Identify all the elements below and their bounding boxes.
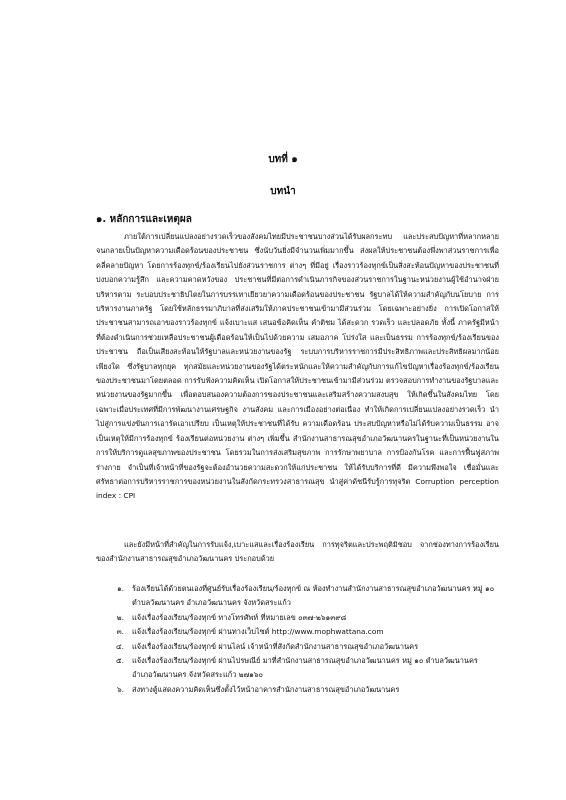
list-item xyxy=(96,582,499,611)
list-item-text: ร้องเรียนได้ด้วยตนเองที่ศูนย์รับเรื่องร้องเรียน/ร้องทุกข์ ณ ห้องทำงานสำนักงานสาธารณสุขอำเภอวัฒนานคร หมู่ ๑๐ ตำบลวัฒนานคร อำเภอวัฒนานคร จังหวัดสระแก้ว xyxy=(132,584,495,608)
chapter-number: บทที่ ๑ xyxy=(268,154,298,165)
complaint-channel-list xyxy=(96,582,499,697)
list-item-number: ๖. xyxy=(116,684,124,694)
chapter-title: บทนำ xyxy=(270,186,296,197)
list-item-text: แจ้งเรื่องร้องเรียน/ร้องทุกข์ ผ่านทางเว็บไซต์ http://www.mophwattana.com xyxy=(132,627,384,637)
list-item-text: แจ้งเรื่องร้องเรียน/ร้องทุกข์ ผ่านไลน์ เจ้าหน้าที่สังกัดสำนักงานสาธารณสุขอำเภอวัฒนานคร xyxy=(132,641,419,651)
body-paragraph-1: ภายใต้การเปลี่ยนแปลงอย่างรวดเร็วของสังคมไทยมีประชาชนบางส่วนได้รับผลกระทบ และประสบปัญหาที่หลากหลาย จนกลายเป็นปัญหาความเดือดร้อนของประชาชน ซึ่งนับวันยิ่งมีจำนวนเพิ่มมากขึ้น ส่งผลให้ประชาชนต้องพึ่งพาส่วนราชการเพื่อคลี่คลายปัญหา โดยการร้องทุกข์/ร้องเรียนไปยังส่วนราชการ ต่างๆ ที่มีอยู่ เรื่องราวร้องทุกข์เป็นสิ่งสะท้อนปัญหาของประชาชนที่บ่งบอกความรู้สึก และความคาดหวังของ ประชาชนที่มีต่อการดำเนินภารกิจของส่วนราชการในฐานะหน่วยงานผู้ใช้อำนาจฝ่ายบริหารตาม ระบอบประชาธิปไตยในการบรรเทาเยียวยาความเดือดร้อนของประชาชน รัฐบาลได้ให้ความสำคัญกับนโยบาย การบริหารงานภาครัฐ โดยใช้หลักธรรมาภิบาลที่ส่งเสริมให้ภาคประชาชนเข้ามามีส่วนร่วม โดยเฉพาะอย่างยิ่ง การเปิดโอกาสให้ประชาชนสามารถเอาของราวร้องทุกข์ แจ้งเบาะแส เสนอข้อคิดเห็น คำติชม ได้สะดวก รวดเร็ว และปลอดภัย ทั้งนี้ ภาครัฐมีหน้าที่ต้องดำเนินการช่วยเหลือประชาชนผู้เดือดร้อนให้เป็นไปด้วยความ เสมอภาค โปร่งใส และเป็นธรรม การร้องทุกข์/ร้องเรียนของประชาชน ถือเป็นเสียงสะท้อนให้รัฐบาลและหน่วยงานของรัฐ ระบบการบริหารราชการมีประสิทธิภาพและประสิทธิผลมากน้อยเพียงใด ซึ่งรัฐบาลทุกยุค ทุกสมัยและหน่วยงานของรัฐได้ตระหนักและให้ความสำคัญกับการแก้ไขปัญหาเรื่องร้องทุกข์/ร้องเรียนของประชาชนมาโดยตลอด การรับฟังความคิดเห็น เปิดโอกาสให้ประชาชนเข้ามามีส่วนร่วม ตรวจสอบการทำงานของรัฐบาลและหน่วยงานของรัฐมากขึ้น เพื่อตอบสนองความต้องการของประชาชนและเสริมสร้างความสงบสุข ให้เกิดขึ้นในสังคมไทย โดยเฉพาะเมื่อประเทศที่มีการพัฒนางานเศรษฐกิจ งานสังคม และการเมืองอย่างต่อเนื่อง ทำให้เกิดการเปลี่ยนแปลงอย่างรวดเร็ว นำไปสู่การแข่งขันการเอารัดเอาเปรียบ เป็นเหตุให้ประชาชนที่ได้รับ ความเดือดร้อน ประสบปัญหาหรือไม่ได้รับความเป็นธรรม อาจเป็นเหตุให้มีการร้องทุกข์ ร้องเรียนต่อหน่วยงาน ต่างๆ เพิ่มขึ้น สำนักงานสาธารณสุขอำเภอวัฒนานครในฐานะที่เป็นหน่วยงานในการให้บริการดูแลสุขภาพของประชาชน โดยรวมในการส่งเสริมสุขภาพ การรักษาพยาบาล การป้องกันโรค และการฟื้นฟูสภาพร่างกาย จำเป็นที่เจ้าหน้าที่ของรัฐจะต้องอำนวยความสะดวกให้แก่ประชาชน ให้ได้รับบริการที่ดี มีความพึงพอใจ เชื่อมั่นและศรัทธาต่อการบริหารราชการของหน่วยงานในสังกัดกระทรวงสาธารณสุข นำสู่ค่าดัชนีรับรู้การทุจริต Corruption perception index : CPI xyxy=(96,232,499,501)
list-item-text: แจ้งเรื่องร้องเรียน/ร้องทุกข์ ผ่านไปรษณีย์ มาที่สำนักงานสาธารณสุขอำเภอวัฒนานคร หมู่ ๑๐ ตำบลวัฒนานคร อำเภอวัฒนานคร จังหวัดสระแก้ว ๒๗๑๖๐ xyxy=(132,656,478,680)
list-item xyxy=(96,625,499,639)
list-item xyxy=(96,654,499,683)
list-item-number: ๒. xyxy=(116,612,124,622)
list-item-number: ๕. xyxy=(116,656,124,666)
list-item-number: ๑. xyxy=(116,584,124,593)
list-item-number: ๓. xyxy=(116,627,124,637)
list-item xyxy=(96,640,499,654)
list-item-text: ส่งทางตู้แสดงความคิดเห็นซึ่งตั้งไว้หน้าอาคารสำนักงานสาธารณสุขอำเภอวัฒนานคร xyxy=(132,684,400,694)
section-heading: ๑. หลักการและเหตุผล xyxy=(96,214,192,225)
list-item xyxy=(96,611,499,625)
body-paragraph-2: และยังมีหน้าที่สำคัญในการรับแจ้ง,เบาะแสและเรื่องร้องเรียน การทุจริตและประพฤติมิชอบ จากช่องทางการร้องเรียน ของสำนักงานสาธารณสุขอำเภอวัฒนานคร ประกอบด้วย xyxy=(96,540,499,564)
list-item-text: แจ้งเรื่องร้องเรียน/ร้องทุกข์ ทางโทรศัพท์ ที่หมายเลข ๐๓๗-๒๖๑๓๙๘ xyxy=(132,612,347,622)
list-item-number: ๔. xyxy=(116,641,124,651)
list-item xyxy=(96,683,499,697)
